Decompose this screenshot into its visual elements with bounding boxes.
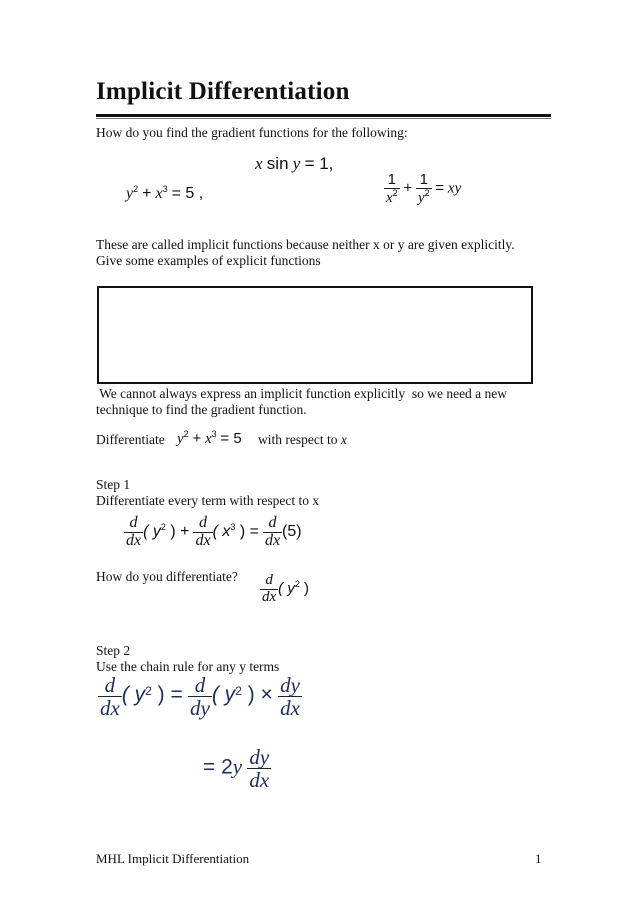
eq3-num2: 1 — [419, 171, 428, 188]
chain-rule-equation — [98, 674, 302, 719]
eq3-num1: 1 — [387, 171, 397, 188]
equation-reciprocal — [384, 172, 461, 207]
diff-rhs: = 5 — [220, 430, 242, 447]
page-title: Implicit Differentiation — [96, 78, 350, 105]
step1-dx3: dx — [264, 531, 281, 549]
chain-ddy — [188, 674, 212, 719]
chain-d1: d — [104, 673, 116, 697]
chain-dy: dy — [190, 696, 210, 721]
eq2-x: x — [155, 185, 163, 202]
diff-var: x — [340, 432, 347, 447]
technique-text-line1: We cannot always express an implicit function explicitly so we need a new — [96, 386, 508, 401]
eq3-plus: + — [403, 179, 413, 197]
question-d: d — [265, 572, 273, 588]
eq3-frac1 — [384, 172, 400, 207]
equation-xsiny — [255, 154, 333, 174]
eq3-den2-exp: 2 — [424, 187, 430, 198]
result-dy: dy — [249, 745, 270, 769]
differentiate-equation — [177, 429, 242, 448]
diff-x: x — [204, 431, 212, 447]
chain-dx1: dx — [100, 696, 120, 721]
question-text: How do you differentiate? — [96, 569, 238, 584]
answer-box[interactable] — [97, 286, 533, 384]
eq1-sin: sin — [266, 154, 289, 173]
diff-exp2: 2 — [183, 429, 189, 439]
eq3-equals: = — [435, 179, 445, 197]
title-underline — [96, 114, 551, 117]
intro-text: How do you find the gradient functions for the following: — [96, 125, 408, 140]
step1-d3: d — [268, 514, 277, 531]
question-dx: dx — [262, 588, 277, 605]
eq2-plus: + — [142, 185, 152, 202]
diff-plus: + — [192, 430, 202, 447]
eq1-rhs: = 1, — [304, 154, 334, 173]
step1-equation — [124, 515, 302, 550]
title-underline-thin — [96, 118, 551, 119]
step1-text: Differentiate every term with respect to x — [96, 493, 320, 508]
eq1-y: y — [292, 154, 301, 173]
eq3-den2: y — [417, 189, 425, 206]
page-number: 1 — [535, 851, 542, 866]
result-equation — [203, 746, 271, 791]
eq3-rhs: xy — [447, 180, 462, 197]
step1-ddx-1 — [124, 515, 143, 550]
eq1-x: x — [255, 154, 263, 173]
result-lhs: = 2 — [203, 755, 233, 779]
equation-y2x3 — [126, 184, 203, 203]
implicit-explanation-line2: Give some examples of explicit functions — [96, 253, 321, 268]
differentiate-suffix — [258, 431, 347, 448]
chain-dx-den: dx — [280, 696, 300, 721]
step1-paren1: ( $y^2$ ) + — [143, 521, 190, 540]
eq2-rhs: = 5 , — [171, 185, 204, 202]
step2-text: Use the chain rule for any y terms — [96, 659, 280, 674]
implicit-explanation-line1: These are called implicit functions because neither x or y are given explicitly. — [96, 237, 515, 252]
footer-title: MHL Implicit Differentiation — [96, 851, 250, 866]
technique-text-line2: technique to find the gradient function. — [96, 402, 307, 417]
step1-paren3: (5) — [282, 522, 302, 540]
diff-exp3: 3 — [211, 429, 217, 439]
question-ddx — [260, 573, 278, 606]
diff-y: y — [177, 431, 184, 447]
step1-ddx-3 — [263, 515, 282, 550]
chain-dy-num: dy — [280, 673, 300, 697]
question-paren: ( $y^2$ ) — [278, 578, 310, 597]
chain-paren1: ( $y^2$ ) = — [121, 683, 183, 707]
result-dydx — [247, 746, 271, 791]
eq3-den1-exp: 2 — [392, 187, 398, 198]
chain-ddx — [98, 674, 122, 719]
eq3-frac2 — [416, 172, 432, 207]
eq2-exp3: 3 — [162, 184, 168, 194]
eq2-y: y — [126, 185, 134, 202]
question-equation — [260, 573, 309, 606]
step1-d2: d — [199, 514, 208, 531]
chain-d2: d — [194, 673, 206, 697]
step1-dx1: dx — [126, 531, 142, 549]
chain-paren2: ( $y^2$ ) × — [211, 683, 273, 707]
result-y: y — [232, 754, 243, 779]
step1-heading: Step 1 — [96, 477, 131, 492]
result-dx: dx — [249, 768, 270, 793]
step1-d1: d — [129, 514, 138, 531]
differentiate-label: Differentiate — [96, 432, 165, 447]
diff-suffix-text: with respect to — [258, 432, 338, 447]
chain-dydx — [278, 674, 302, 719]
step1-paren2: ( $x^3$ ) = — [212, 521, 259, 540]
eq3-den1: x — [386, 189, 393, 206]
step2-heading: Step 2 — [96, 643, 131, 658]
step1-dx2: dx — [195, 531, 211, 549]
eq2-exp2: 2 — [133, 184, 139, 194]
step1-ddx-2 — [193, 515, 212, 550]
